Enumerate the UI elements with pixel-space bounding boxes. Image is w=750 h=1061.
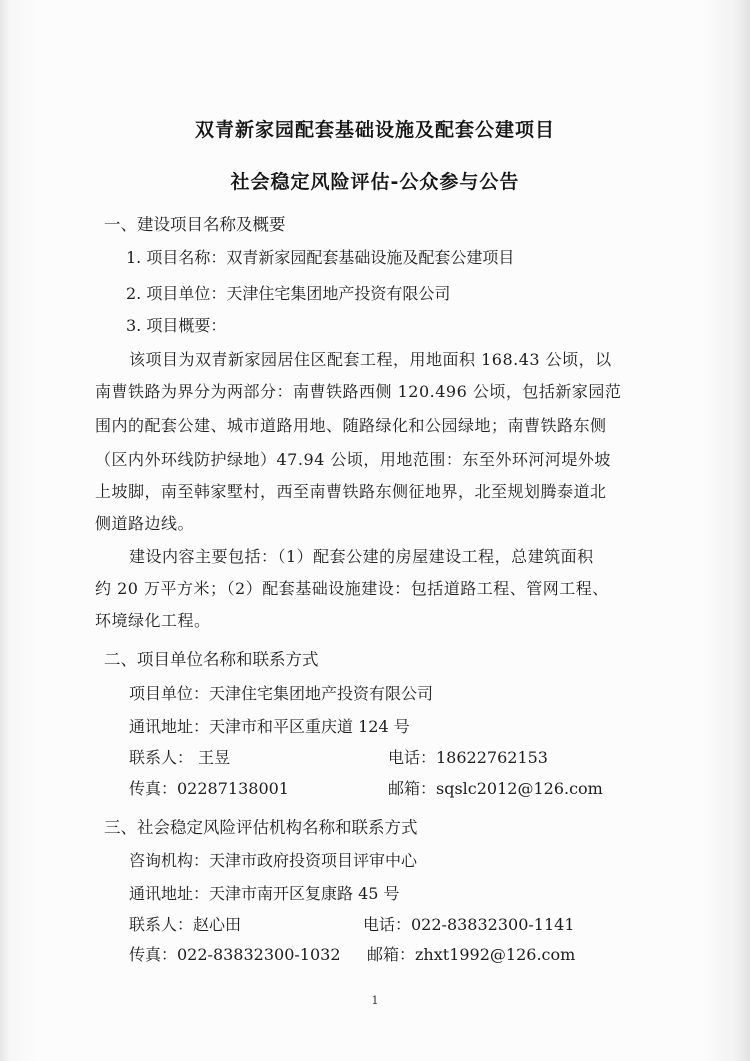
overview-paragraph-line: 围内的配套公建、城市道路用地、随路绿化和公园绿地；南曹铁路东侧 bbox=[95, 416, 607, 435]
unit-address: 通讯地址：天津市和平区重庆道 124 号 bbox=[129, 717, 410, 736]
overview-paragraph-line: 侧道路边线。 bbox=[95, 514, 195, 533]
unit-phone: 电话：18622762153 bbox=[388, 748, 548, 767]
item-project-overview: 3. 项目概要： bbox=[126, 316, 227, 335]
unit-email: 邮箱：sqslc2012@126.com bbox=[388, 779, 603, 798]
agency-phone: 电话：022-83832300-1141 bbox=[363, 915, 575, 934]
construction-paragraph-line: 环境绿化工程。 bbox=[95, 611, 211, 630]
construction-paragraph-line: 约 20 万平方米；（2）配套基础设施建设：包括道路工程、管网工程、 bbox=[95, 579, 609, 598]
section1-heading: 一、建设项目名称及概要 bbox=[104, 215, 286, 234]
document-title-line2: 社会稳定风险评估-公众参与公告 bbox=[230, 171, 520, 193]
unit-fax: 传真：02287138001 bbox=[129, 779, 289, 798]
item-project-name: 1. 项目名称：双青新家园配套基础设施及配套公建项目 bbox=[126, 248, 515, 267]
unit-name: 项目单位：天津住宅集团地产投资有限公司 bbox=[129, 684, 434, 703]
overview-paragraph-line: 该项目为双青新家园居住区配套工程，用地面积 168.43 公顷，以 bbox=[129, 350, 612, 369]
document-title-line1: 双青新家园配套基础设施及配套公建项目 bbox=[194, 119, 555, 141]
agency-contact-person: 联系人：赵心田 bbox=[129, 915, 242, 934]
overview-paragraph-line: （区内外环线防护绿地）47.94 公顷，用地范围：东至外环河河堤外坡 bbox=[95, 450, 611, 469]
overview-paragraph-line: 南曹铁路为界分为两部分：南曹铁路西侧 120.496 公顷，包括新家园范 bbox=[95, 382, 622, 401]
agency-address: 通讯地址：天津市南开区复康路 45 号 bbox=[129, 884, 400, 903]
agency-name: 咨询机构：天津市政府投资项目评审中心 bbox=[129, 851, 418, 870]
section2-heading: 二、项目单位名称和联系方式 bbox=[104, 650, 319, 669]
page-number: 1 bbox=[371, 994, 379, 1007]
agency-email: 邮箱：zhxt1992@126.com bbox=[367, 945, 576, 964]
agency-fax: 传真：022-83832300-1032 bbox=[129, 945, 341, 964]
unit-contact-person: 联系人： 王昱 bbox=[129, 748, 231, 767]
section3-heading: 三、社会稳定风险评估机构名称和联系方式 bbox=[104, 818, 418, 837]
overview-paragraph-line: 上坡脚，南至韩家墅村，西至南曹铁路东侧征地界，北至规划腾泰道北 bbox=[95, 482, 607, 501]
item-project-unit: 2. 项目单位：天津住宅集团地产投资有限公司 bbox=[126, 284, 451, 303]
construction-paragraph-line: 建设内容主要包括：（1）配套公建的房屋建设工程，总建筑面积 bbox=[129, 547, 594, 566]
